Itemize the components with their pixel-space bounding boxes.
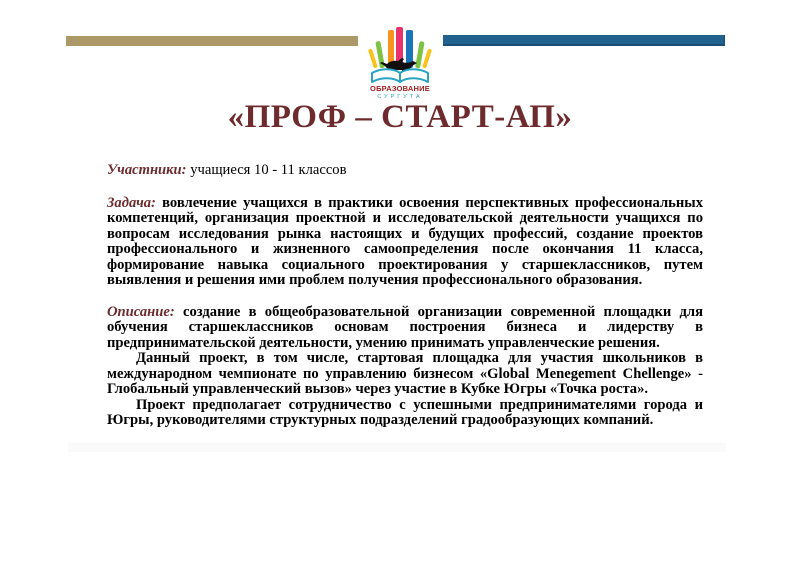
description-paragraph xyxy=(107,305,703,352)
placeholder-bottom-edge xyxy=(68,443,726,452)
header-bar-right xyxy=(443,35,725,46)
participants-label: Участники: xyxy=(107,162,187,178)
task-paragraph xyxy=(107,196,703,289)
description-label: Описание: xyxy=(107,303,175,320)
slide-body xyxy=(107,163,703,429)
participants-text: учащиеся 10 - 11 классов xyxy=(190,162,347,178)
logo-books-horse-icon xyxy=(367,26,433,84)
project-partners-paragraph: Проект предполагает сотрудничество с успешными предпринимателями города и Югры, руководителями структурных подразделений градообразующих компаний. xyxy=(107,396,703,428)
slide-title: «ПРОФ – СТАРТ-АП» xyxy=(227,99,573,135)
logo-subtitle: СУРГУТА xyxy=(377,93,423,100)
participants-line xyxy=(107,163,703,179)
logo-title: ОБРАЗОВАНИЕ xyxy=(370,84,430,93)
description-text: создание в общеобразовательной организации современной площадки для обучения старшеклассников основам построения бизнеса и лидерству в предпринимательской деятельности, умению принимать управленческие решения. xyxy=(107,303,703,351)
surgut-education-logo xyxy=(361,26,439,100)
header-bar-left xyxy=(66,36,358,46)
task-text: вовлечение учащихся в практики освоения перспективных профессиональных компетенций, организация проектной и исследовательской деятельности учащихся по вопросам исследования рынка настоящих и будущих профессий, создание проектов профессионального и жизненного самоопределения после окончания 11 класса, формирование навыка социального проектирования у старшеклассников, путем выявления и решения ими проблем получения профессионального образования. xyxy=(107,194,703,288)
project-gmc-paragraph: Данный проект, в том числе, стартовая площадка для участия школьников в международном чемпионате по управлению бизнесом «Global Menegement Chellenge» - Глобальный управленческий вызов» через участие в Кубке Югры «Точка роста». xyxy=(107,350,703,397)
task-label: Задача: xyxy=(107,194,156,211)
